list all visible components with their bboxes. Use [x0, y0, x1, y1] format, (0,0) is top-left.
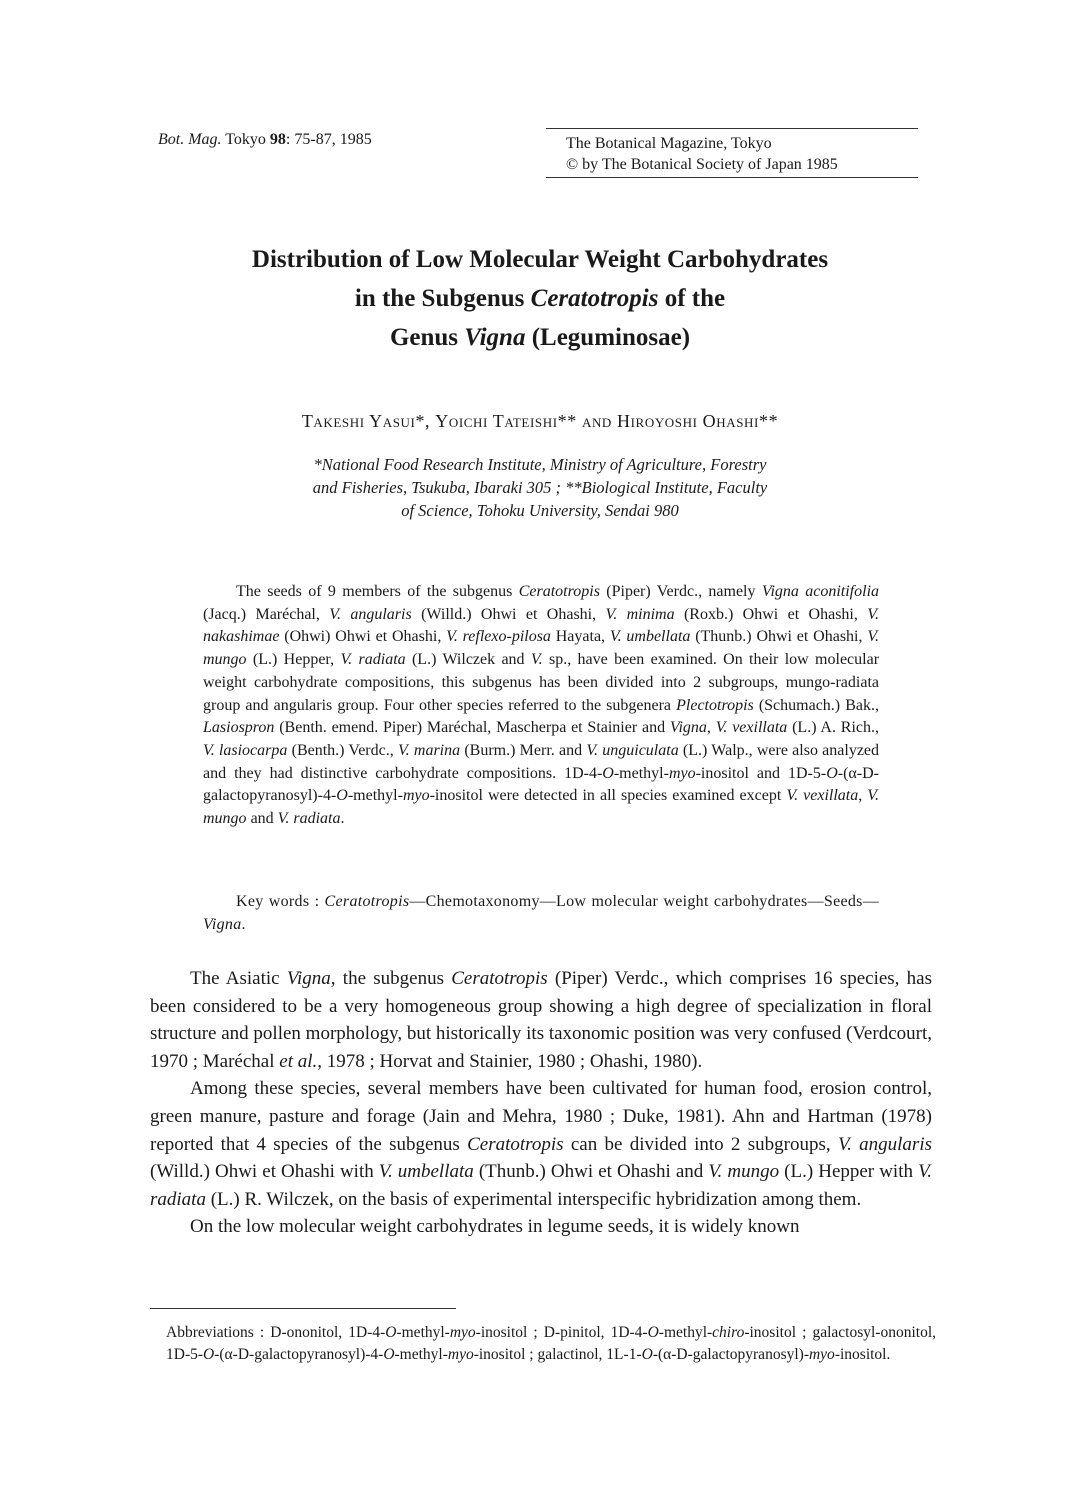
abstract-text: .: [340, 810, 345, 828]
abstract-text: -inositol and 1D-5-: [695, 764, 827, 782]
author-1: Takeshi Yasui*,: [301, 411, 431, 431]
body-text-run: , the subgenus: [330, 968, 452, 989]
taxon-name: V. mungo: [203, 628, 880, 669]
title-text: (Leguminosae): [525, 324, 691, 351]
citation-pages: : 75-87, 1985: [285, 131, 372, 148]
footnote-text: -inositol ; galactinol, 1L-1-: [473, 1346, 642, 1363]
taxon-name: V. radiata: [340, 651, 406, 669]
chem-italic: O: [336, 787, 348, 805]
body-paragraph-1: [150, 965, 932, 1075]
abstract-text: (Burm.) Merr. and: [460, 741, 587, 759]
taxon-name: Ceratotropis: [324, 893, 410, 910]
footnote-text: -inositol ; galactosyl-ononitol, 1D-5-: [166, 1324, 936, 1363]
abstract-text: -(α-D-galactopyranosyl)-4-: [203, 764, 879, 805]
taxon-name: V. umbellata: [609, 628, 691, 646]
chem-italic: O: [641, 1346, 653, 1363]
body-text: [150, 965, 932, 1241]
chem-italic: myo: [447, 1346, 474, 1363]
body-text-run: (Willd.) Ohwi et Ohashi with: [150, 1161, 379, 1183]
affiliation-line-1: *National Food Research Institute, Ministry of Agriculture, Forestry: [313, 455, 767, 474]
abstract-text: (Jacq.) Maréchal,: [203, 605, 330, 623]
affiliation-line-3: of Science, Tohoku University, Sendai 980: [401, 501, 679, 520]
abstract-text: The seeds of 9 members of the subgenus: [236, 583, 519, 600]
author-list: [100, 411, 980, 432]
taxon-name: Ceratotropis: [518, 583, 600, 600]
header-rule-bottom: [546, 177, 918, 178]
chem-italic: myo: [449, 1324, 476, 1341]
chem-italic: myo: [402, 787, 430, 805]
affiliation-line-2: and Fisheries, Tsukuba, Ibaraki 305 ; **Biological Institute, Faculty: [312, 478, 768, 497]
footnote-text: -(α-D-galactopyranosyl)-4-: [214, 1346, 384, 1363]
abstract-text: (Ohwi) Ohwi et Ohashi,: [279, 628, 447, 646]
taxon-name: V. angularis: [329, 605, 412, 623]
abstract-text: (Schumach.) Bak.,: [753, 696, 879, 714]
taxon-name: V. radiata: [277, 810, 341, 828]
taxon-name: V. angularis: [837, 1133, 933, 1155]
chem-italic: O: [385, 1324, 397, 1341]
abstract-text: (Roxb.) Ohwi et Ohashi,: [674, 605, 868, 623]
abstract-text: (Benth. emend. Piper) Maréchal, Mascherpa et Stainier and: [274, 719, 670, 737]
taxon-name: V. mungo: [203, 787, 880, 828]
body-paragraph-2: [150, 1075, 932, 1213]
abstract: [203, 581, 879, 831]
taxon-name: V. umbellata: [378, 1161, 474, 1183]
footnote-abbreviations: [166, 1322, 936, 1366]
abstract-text: (L.) Walp., were also analyzed and they had distinctive carbohydrate compositions. 1D-4-: [203, 741, 880, 782]
taxon-name: V. marina: [397, 741, 461, 759]
title-line-3: [100, 318, 980, 357]
body-text-run: Among these species, several members have been cultivated for human food, erosion control, green manure, pasture and forage (Jain and Mehra, 1980 ; Duke, 1981). Ahn and Hartman (1978) reported that 4 species of the subgenus: [150, 1078, 932, 1155]
key-words-text: .: [241, 915, 246, 933]
taxon-name: Ceratotropis: [467, 1133, 564, 1155]
publisher-block: [566, 133, 838, 175]
publisher-line-1: The Botanical Magazine, Tokyo: [566, 135, 772, 152]
footnote-text: Abbreviations : D-ononitol, 1D-4-: [166, 1324, 386, 1341]
footnote-text: -methyl-: [658, 1324, 713, 1341]
abstract-paragraph: [203, 581, 879, 831]
taxon-name: Ceratotropis: [451, 968, 548, 989]
taxon-name: V. vexillata: [715, 719, 788, 737]
abstract-text: (L.) Hepper,: [246, 651, 341, 669]
publisher-line-2: © by The Botanical Society of Japan 1985: [566, 156, 838, 173]
chem-italic: O: [602, 764, 614, 782]
chem-italic: O: [383, 1346, 395, 1363]
taxon-name: Vigna aconitifolia: [761, 583, 880, 600]
abstract-text: (L.) Wilczek and: [405, 651, 531, 669]
key-words-label: Key words :: [236, 893, 325, 910]
taxon-name: V. reflexo-pilosa: [446, 628, 551, 646]
abstract-text: ,: [706, 719, 716, 737]
taxon-name: Lasiospron: [203, 719, 275, 737]
footnote-text: -methyl-: [396, 1324, 450, 1341]
body-paragraph-3: On the low molecular weight carbohydrates in legume seeds, it is widely known: [190, 1216, 800, 1238]
affiliations: [150, 453, 930, 522]
taxon-name: V. minima: [605, 605, 675, 623]
taxon-name: Vigna: [203, 915, 242, 933]
title-line-2: [100, 279, 980, 318]
body-text-run: (Thunb.) Ohwi et Ohashi and: [473, 1161, 709, 1183]
abstract-text: (Piper) Verdc., namely: [599, 583, 762, 600]
title-line-1: Distribution of Low Molecular Weight Carbohydrates: [251, 246, 829, 273]
body-text-run: (Piper) Verdc., which comprises 16 species, has been considered to be a very homogeneous group showing a high degree of specialization in floral structure and pollen morphology, but historically its taxonomic position was very confused (Verdcourt, 1970 ; Maréchal: [150, 968, 932, 1072]
abstract-text: Hayata,: [550, 628, 610, 646]
abstract-text: and: [246, 810, 278, 828]
abstract-text: -methyl-: [613, 764, 669, 782]
footnote-text: -methyl-: [394, 1346, 448, 1363]
taxon-name: V. lasiocarpa: [203, 741, 288, 759]
chem-italic: O: [647, 1324, 659, 1341]
taxon-name: V. unguiculata: [586, 741, 679, 759]
abstract-text: -inositol were detected in all species examined except: [429, 787, 787, 805]
citation-journal: Bot. Mag.: [158, 131, 222, 148]
citation-italic: et al.: [279, 1050, 318, 1072]
taxon-name: Plectotropis: [676, 696, 754, 714]
title-text: of the: [658, 285, 726, 312]
chem-italic: O: [203, 1346, 215, 1363]
chem-italic: myo: [668, 764, 696, 782]
footnote-text: -inositol ; D-pinitol, 1D-4-: [475, 1324, 648, 1341]
chem-italic: chiro: [712, 1324, 745, 1341]
author-2: Yoichi Tateishi**: [435, 411, 577, 431]
title-genus-name: Vigna: [464, 324, 526, 351]
taxon-name: V. radiata: [150, 1161, 932, 1210]
body-text-run: , 1978 ; Horvat and Stainier, 1980 ; Ohashi, 1980).: [317, 1050, 703, 1072]
key-words: [203, 891, 879, 936]
body-text-run: (L.) R. Wilczek, on the basis of experimental interspecific hybridization among them.: [205, 1188, 862, 1210]
taxon-name: V. vexillata: [786, 787, 859, 805]
taxon-name: V. mungo: [708, 1161, 780, 1183]
key-words-text: —Chemotaxonomy—Low molecular weight carbohydrates—Seeds—: [409, 893, 879, 910]
taxon-name: Vigna: [286, 968, 331, 989]
chem-italic: O: [826, 764, 838, 782]
footnote-rule: [150, 1308, 456, 1309]
abstract-text: (Thunb.) Ohwi et Ohashi,: [690, 628, 868, 646]
paper-title: [100, 240, 980, 357]
author-conjunction: and: [581, 411, 612, 431]
title-text: in the Subgenus: [354, 285, 531, 312]
author-3: Hiroyoshi Ohashi**: [617, 411, 779, 431]
abstract-text: (Willd.) Ohwi et Ohashi,: [411, 605, 606, 623]
abstract-text: (Benth.) Verdc.,: [287, 741, 398, 759]
body-text-run: (L.) Hepper with: [779, 1161, 919, 1183]
taxon-name: V. nakashimae: [203, 605, 879, 646]
body-text-run: can be divided into 2 subgroups,: [563, 1133, 838, 1155]
body-text-run: The Asiatic: [190, 968, 287, 989]
abstract-text: (L.) A. Rich.,: [787, 719, 879, 737]
title-genus-name: Ceratotropis: [530, 285, 659, 312]
title-text: Genus: [389, 324, 465, 351]
chem-italic: myo: [808, 1346, 835, 1363]
taxon-name: V.: [530, 651, 543, 669]
journal-citation: [158, 131, 372, 149]
abstract-text: ,: [858, 787, 868, 805]
header-rule-top: [546, 128, 918, 129]
abstract-text: sp., have been examined. On their low molecular weight carbohydrate compositions, this subgenus has been divided into 2 subgroups, mungo-radiata group and angularis group. Four other species referred to the subgenera: [203, 651, 880, 714]
citation-volume: 98: [269, 131, 286, 148]
footnote-text: -inositol.: [834, 1346, 891, 1363]
taxon-name: Vigna: [669, 719, 707, 737]
footnote-text: -(α-D-galactopyranosyl)-: [652, 1346, 809, 1363]
abstract-text: -methyl-: [347, 787, 403, 805]
citation-city: Tokyo: [225, 131, 266, 148]
